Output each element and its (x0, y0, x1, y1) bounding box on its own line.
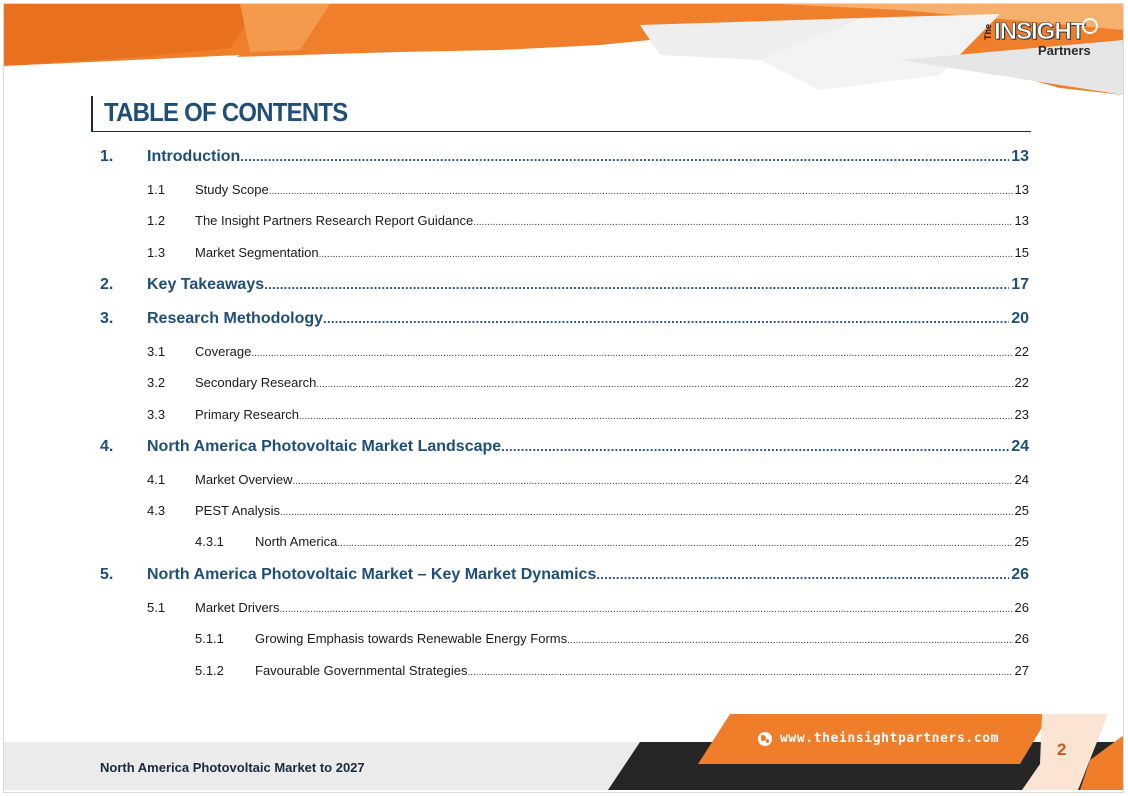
toc-dot-leader (567, 635, 1012, 646)
toc-entry-market-overview[interactable] (147, 472, 1029, 490)
toc-entry-title: Coverage (195, 344, 252, 359)
toc-entry-number: 3.3 (147, 407, 166, 422)
toc-entry-page: 24 (1014, 472, 1029, 487)
toc-dot-leader (323, 311, 1009, 326)
footer-website-link[interactable]: www.theinsightpartners.com (780, 731, 1000, 746)
toc-entry-number: 3.2 (147, 375, 166, 390)
toc-entry-market-landscape[interactable] (100, 438, 1029, 460)
toc-entry-key-market-dynamics[interactable] (100, 566, 1029, 588)
toc-entry-title: North America Photovoltaic Market Landscape (147, 438, 502, 455)
toc-entry-title: Introduction (147, 148, 241, 165)
toc-dot-leader (251, 348, 1012, 359)
toc-entry-title: North America (255, 534, 338, 549)
toc-entry-title: Primary Research (195, 407, 300, 422)
toc-dot-leader (269, 186, 1013, 197)
toc-entry-introduction[interactable] (100, 148, 1029, 170)
logo-ring-icon (1082, 18, 1098, 34)
toc-entry-title: Study Scope (195, 182, 269, 197)
toc-dot-leader (596, 567, 1009, 582)
toc-entry-title: Growing Emphasis towards Renewable Energy Forms (255, 631, 568, 646)
footer-report-title: North America Photovoltaic Market to 2027 (100, 760, 365, 775)
toc-dot-leader (293, 476, 1013, 487)
toc-entry-page: 27 (1014, 663, 1029, 678)
toc-entry-page: 13 (1011, 148, 1029, 165)
toc-dot-leader (299, 411, 1013, 422)
toc-entry-number: 1.1 (147, 182, 166, 197)
toc-dot-leader (319, 249, 1013, 260)
toc-title-rule (91, 131, 1031, 132)
toc-entry-page: 17 (1011, 276, 1029, 293)
globe-icon (758, 732, 772, 746)
toc-entry-coverage[interactable] (147, 344, 1029, 362)
toc-entry-title: The Insight Partners Research Report Guidance (195, 213, 474, 228)
toc-entry-number: 1.2 (147, 213, 166, 228)
toc-entry-title: Favourable Governmental Strategies (255, 663, 468, 678)
toc-entry-renewable-energy[interactable] (195, 631, 1029, 649)
toc-entry-page: 15 (1014, 245, 1029, 260)
toc-dot-leader (473, 217, 1012, 228)
logo-insight-text: INSIGHT (994, 18, 1085, 45)
toc-title: TABLE OF CONTENTS (104, 97, 348, 127)
toc-entry-page: 26 (1014, 600, 1029, 615)
toc-entry-primary-research[interactable] (147, 407, 1029, 425)
toc-dot-leader (467, 667, 1012, 678)
toc-entry-market-drivers[interactable] (147, 600, 1029, 618)
toc-dot-leader (240, 149, 1009, 164)
toc-entry-page: 22 (1014, 375, 1029, 390)
toc-entry-number: 2. (100, 276, 114, 293)
page-number: 2 (1057, 740, 1067, 759)
toc-entry-secondary-research[interactable] (147, 375, 1029, 393)
toc-entry-number: 4.1 (147, 472, 166, 487)
logo-partners-text: Partners (1038, 43, 1091, 58)
toc-dot-leader (280, 604, 1013, 615)
toc-entry-report-guidance[interactable] (147, 213, 1029, 231)
toc-entry-page: 26 (1011, 566, 1029, 583)
toc-entry-title: Market Segmentation (195, 245, 319, 260)
toc-dot-leader (264, 277, 1009, 292)
insight-partners-logo (984, 18, 1109, 60)
toc-entry-number: 1.3 (147, 245, 166, 260)
toc-entry-number: 3.1 (147, 344, 166, 359)
toc-entry-title: Secondary Research (195, 375, 317, 390)
toc-entry-page: 13 (1014, 213, 1029, 228)
toc-entry-governmental-strategies[interactable] (195, 663, 1029, 681)
toc-entry-number: 1. (100, 148, 114, 165)
toc-entry-pest-analysis[interactable] (147, 503, 1029, 521)
toc-entry-page: 25 (1014, 503, 1029, 518)
toc-dot-leader (501, 439, 1009, 454)
toc-entry-title: North America Photovoltaic Market – Key Market Dynamics (147, 566, 597, 583)
toc-entry-study-scope[interactable] (147, 182, 1029, 200)
toc-entry-number: 5.1 (147, 600, 166, 615)
toc-entry-title: Research Methodology (147, 310, 324, 327)
toc-entry-key-takeaways[interactable] (100, 276, 1029, 298)
toc-entry-number: 4.3.1 (195, 534, 224, 549)
toc-entry-page: 26 (1014, 631, 1029, 646)
toc-dot-leader (337, 538, 1012, 549)
toc-entry-title: PEST Analysis (195, 503, 281, 518)
toc-entry-title: Market Overview (195, 472, 293, 487)
toc-entry-north-america[interactable] (195, 534, 1029, 552)
toc-entry-page: 25 (1014, 534, 1029, 549)
toc-entry-number: 5.1.2 (195, 663, 224, 678)
toc-entry-title: Key Takeaways (147, 276, 265, 293)
toc-title-accent-bar (91, 96, 93, 132)
logo-the-text: The (983, 24, 993, 41)
toc-entry-page: 20 (1011, 310, 1029, 327)
toc-entry-page: 24 (1011, 438, 1029, 455)
toc-entry-page: 13 (1014, 182, 1029, 197)
toc-entry-research-methodology[interactable] (100, 310, 1029, 332)
toc-entry-number: 5.1.1 (195, 631, 224, 646)
toc-entry-title: Market Drivers (195, 600, 280, 615)
toc-entry-page: 22 (1014, 344, 1029, 359)
toc-entry-page: 23 (1014, 407, 1029, 422)
toc-entry-market-segmentation[interactable] (147, 245, 1029, 263)
toc-entry-number: 4.3 (147, 503, 166, 518)
toc-dot-leader (280, 507, 1013, 518)
toc-entry-number: 3. (100, 310, 114, 327)
toc-dot-leader (316, 379, 1012, 390)
toc-entry-number: 4. (100, 438, 114, 455)
toc-entry-number: 5. (100, 566, 114, 583)
